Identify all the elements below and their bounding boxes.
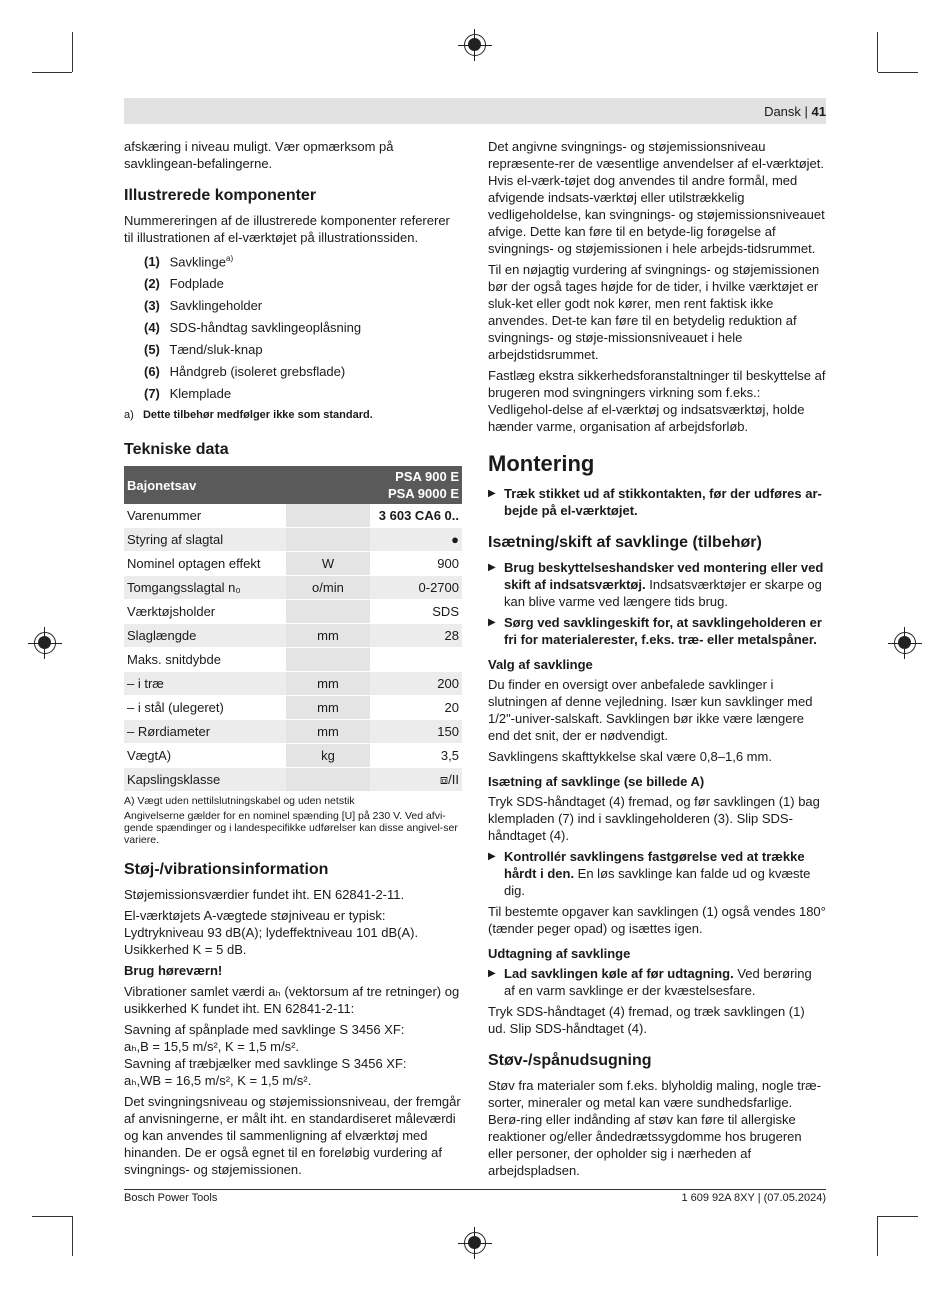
components-heading: Illustrerede komponenter — [124, 187, 317, 204]
list-item: (3) Savklingeholder — [144, 298, 263, 314]
crop-mark — [878, 72, 918, 73]
table-row: Værktøjsholder SDS — [124, 600, 462, 624]
noise-text: aₕ,B = 15,5 m/s², K = 1,5 m/s². — [124, 1039, 300, 1055]
crop-mark — [877, 1216, 878, 1256]
warning-item: ▶ Sørg ved savklingeskift for, at savklingeholderen er fri for materialerester, f.eks. træ- eller metalspåner. — [488, 614, 826, 648]
warning-item: ▶ Brug beskyttelseshandsker ved montering eller ved skift af indsatsværktøj. Indsatsværktøjer er skarpe og kan blive varme ved længere tids brug. — [488, 559, 826, 610]
crop-mark — [72, 1216, 73, 1256]
inserting-heading: Isætning af savklinge (se billede A) — [488, 774, 705, 789]
noise-text: El-værktøjets A-vægtede støjniveau er typisk: Lydtrykniveau 93 dB(A); lydeffektniveau 101 dB(A). Usikkerhed K = 5 dB. — [124, 908, 419, 958]
noise-text: Savning af træbjælker med savklinge S 3456 XF: — [124, 1056, 407, 1072]
tech-data-table — [124, 466, 462, 792]
table-row: – i stål (ulegeret) mm 20 — [124, 696, 462, 720]
vibration-text: Til en nøjagtig vurdering af svingnings- og støjemissionen bør der også tages højde for de tider, i hvilke værktøjet er sluk-ket eller godt nok kører, men rent faktisk ikke anvendes. Det-te kan føre til en betydelig reduktion af svingnings- og støje-missionsniveauet i hele arbejdstidsrummet. — [488, 262, 820, 362]
intro-text: afskæring i niveau muligt. Vær opmærksom på savklingean-befalingerne. — [124, 139, 394, 171]
vibration-text: Det angivne svingnings- og støjemissionsniveau repræsente-rer de væsentlige anvendelser af el-værktøjet. Hvis el-værk-tøjet dog anvendes til andre formål, med afvigende indsats-værktøj eller utilstrækkelig vedligeholdelse, kan svingnings- og støjemissionsniveauet afvige. Dette kan føre til en betyde-lig forøgelse af svingnings- og støjemissionen i hele arbejds-tidsrummet. — [488, 139, 825, 256]
list-item: (7) Klemplade — [144, 386, 232, 402]
inserting-text: Til bestemte opgaver kan savklingen (1) også vendes 180° (tænder peger opad) og isættes igen. — [488, 904, 826, 936]
list-item: (5) Tænd/sluk-knap — [144, 342, 263, 358]
insert-heading: Isætning/skift af savklinge (tilbehør) — [488, 534, 762, 551]
table-row: Maks. snitdybde — [124, 648, 462, 672]
crop-mark — [877, 32, 878, 72]
warning-item: ▶ Træk stikket ud af stikkontakten, før der udføres ar-bejde på el-værktøjet. — [488, 485, 826, 519]
footer-brand: Bosch Power Tools — [124, 1192, 218, 1204]
table-row: Nominel optagen effekt W 900 — [124, 552, 462, 576]
table-row: Tomgangsslagtal n₀ o/min 0-2700 — [124, 576, 462, 600]
table-footnote-b: Angivelserne gælder for en nominel spænding [U] på 230 V. Ved afvi-gende spændinger og i landespecifikke udførelser kan disse angivel-ser variere. — [124, 810, 458, 847]
choice-text: Savklingens skafttykkelse skal være 0,8–1,6 mm. — [488, 749, 772, 764]
list-item: (4) SDS-håndtag savklingeoplåsning — [144, 320, 362, 336]
table-row: Varenummer 3 603 CA6 0.. — [124, 504, 462, 528]
dust-text: Støv fra materialer som f.eks. blyholdig maling, nogle træ-sorter, mineraler og metal kan være sundhedsfarlige. Berø-ring eller indånding af støv kan føre til allergiske reaktioner og/eller åndedrætssygdomme hos brugeren eller personer, der opholder sig i nærheden af arbejdspladsen. — [488, 1078, 822, 1178]
table-footnote-a: A) Vægt uden nettilslutningskabel og uden netstik — [124, 795, 355, 808]
table-row: Kapslingsklasse ⧈/II — [124, 768, 462, 792]
table-row: Slaglængde mm 28 — [124, 624, 462, 648]
choice-heading: Valg af savklinge — [488, 657, 593, 672]
noise-heading: Støj-/vibrationsinformation — [124, 861, 329, 879]
footer-doc-number: 1 609 92A 8XY | (07.05.2024) — [681, 1192, 826, 1204]
noise-text: Savning af spånplade med savklinge S 3456 XF: — [124, 1022, 405, 1038]
table-row: Styring af slagtal ● — [124, 528, 462, 552]
noise-text: Det svingningsniveau og støjemissionsniveau, der fremgår af anvisningerne, er målt iht. en standardiseret måleværdi og kan anvendes til sammenligning af elværktøj med hinanden. De er også egnet til en foreløbig vurdering af svingnings- og støjemissionen. — [124, 1094, 461, 1178]
components-note: a) Dette tilbehør medfølger ikke som standard. — [124, 409, 373, 422]
footer-divider — [124, 1189, 826, 1190]
mount-heading: Montering — [488, 451, 595, 476]
components-intro: Nummereringen af de illustrerede komponenter refererer til illustrationen af el-værktøjet på illustrationssiden. — [124, 213, 450, 245]
removal-text: Tryk SDS-håndtaget (4) fremad, og træk savklingen (1) ud. Slip SDS-håndtaget (4). — [488, 1004, 805, 1036]
choice-text: Du finder en oversigt over anbefalede savklinger i slutningen af denne vejledning. Især kun savklinger med 1/2"-univer-salskaft. Savklingen bør ikke være længere end det snit, der er nødvendigt. — [488, 677, 813, 743]
page-header: Dansk | 41 — [764, 104, 826, 119]
table-row: – Rørdiameter mm 150 — [124, 720, 462, 744]
table-row: VægtA) kg 3,5 — [124, 744, 462, 768]
crop-mark — [72, 32, 73, 72]
table-header-models: PSA 900 E PSA 9000 E — [370, 466, 462, 504]
crop-mark — [878, 1216, 918, 1217]
table-row: – i træ mm 200 — [124, 672, 462, 696]
components-list — [124, 250, 462, 402]
removal-heading: Udtagning af savklinge — [488, 946, 631, 961]
right-column — [488, 138, 826, 1183]
crop-mark — [32, 1216, 72, 1217]
warning-item: ▶ Kontrollér savklingens fastgørelse ved at trække hårdt i den. En løs savklinge kan falde ud og kvæste dig. — [488, 848, 826, 899]
dust-heading: Støv-/spånudsugning — [488, 1052, 652, 1069]
crop-mark — [32, 72, 72, 73]
inserting-text: Tryk SDS-håndtaget (4) fremad, og før savklingen (1) bag klempladen (7) ind i savklingeholderen (3). Slip SDS-håndtaget (4). — [488, 794, 820, 843]
noise-text: aₕ,WB = 16,5 m/s², K = 1,5 m/s². — [124, 1073, 312, 1089]
left-column — [124, 138, 462, 1182]
warning-item: ▶ Lad savklingen køle af før udtagning. Ved berøring af en varm savklinge er der kvæstelsesfare. — [488, 965, 826, 999]
vibration-text: Fastlæg ekstra sikkerhedsforanstaltninger til beskyttelse af brugeren mod svingningers virkning som f.eks.: Vedligehol-delse af el-værktøj og indsatsværktøj, holde hænder varme, organisation af arbejdsforløb. — [488, 368, 826, 434]
page-number: 41 — [811, 104, 826, 119]
tech-heading: Tekniske data — [124, 441, 229, 459]
list-item: (1) Savklinge$^{a)}$ — [144, 254, 234, 270]
noise-text: Vibrationer samlet værdi aₕ (vektorsum af tre retninger) og usikkerhed K fundet iht. EN 62841-2-11: — [124, 984, 460, 1017]
header-language: Dansk — [764, 104, 801, 119]
table-header-label: Bajonetsav — [124, 466, 370, 504]
list-item: (2) Fodplade — [144, 276, 224, 292]
noise-warning: Brug høreværn! — [124, 963, 223, 979]
noise-text: Støjemissionsværdier fundet iht. EN 62841-2-11. — [124, 887, 405, 903]
header-bar — [124, 98, 826, 124]
list-item: (6) Håndgreb (isoleret grebsflade) — [144, 364, 346, 380]
